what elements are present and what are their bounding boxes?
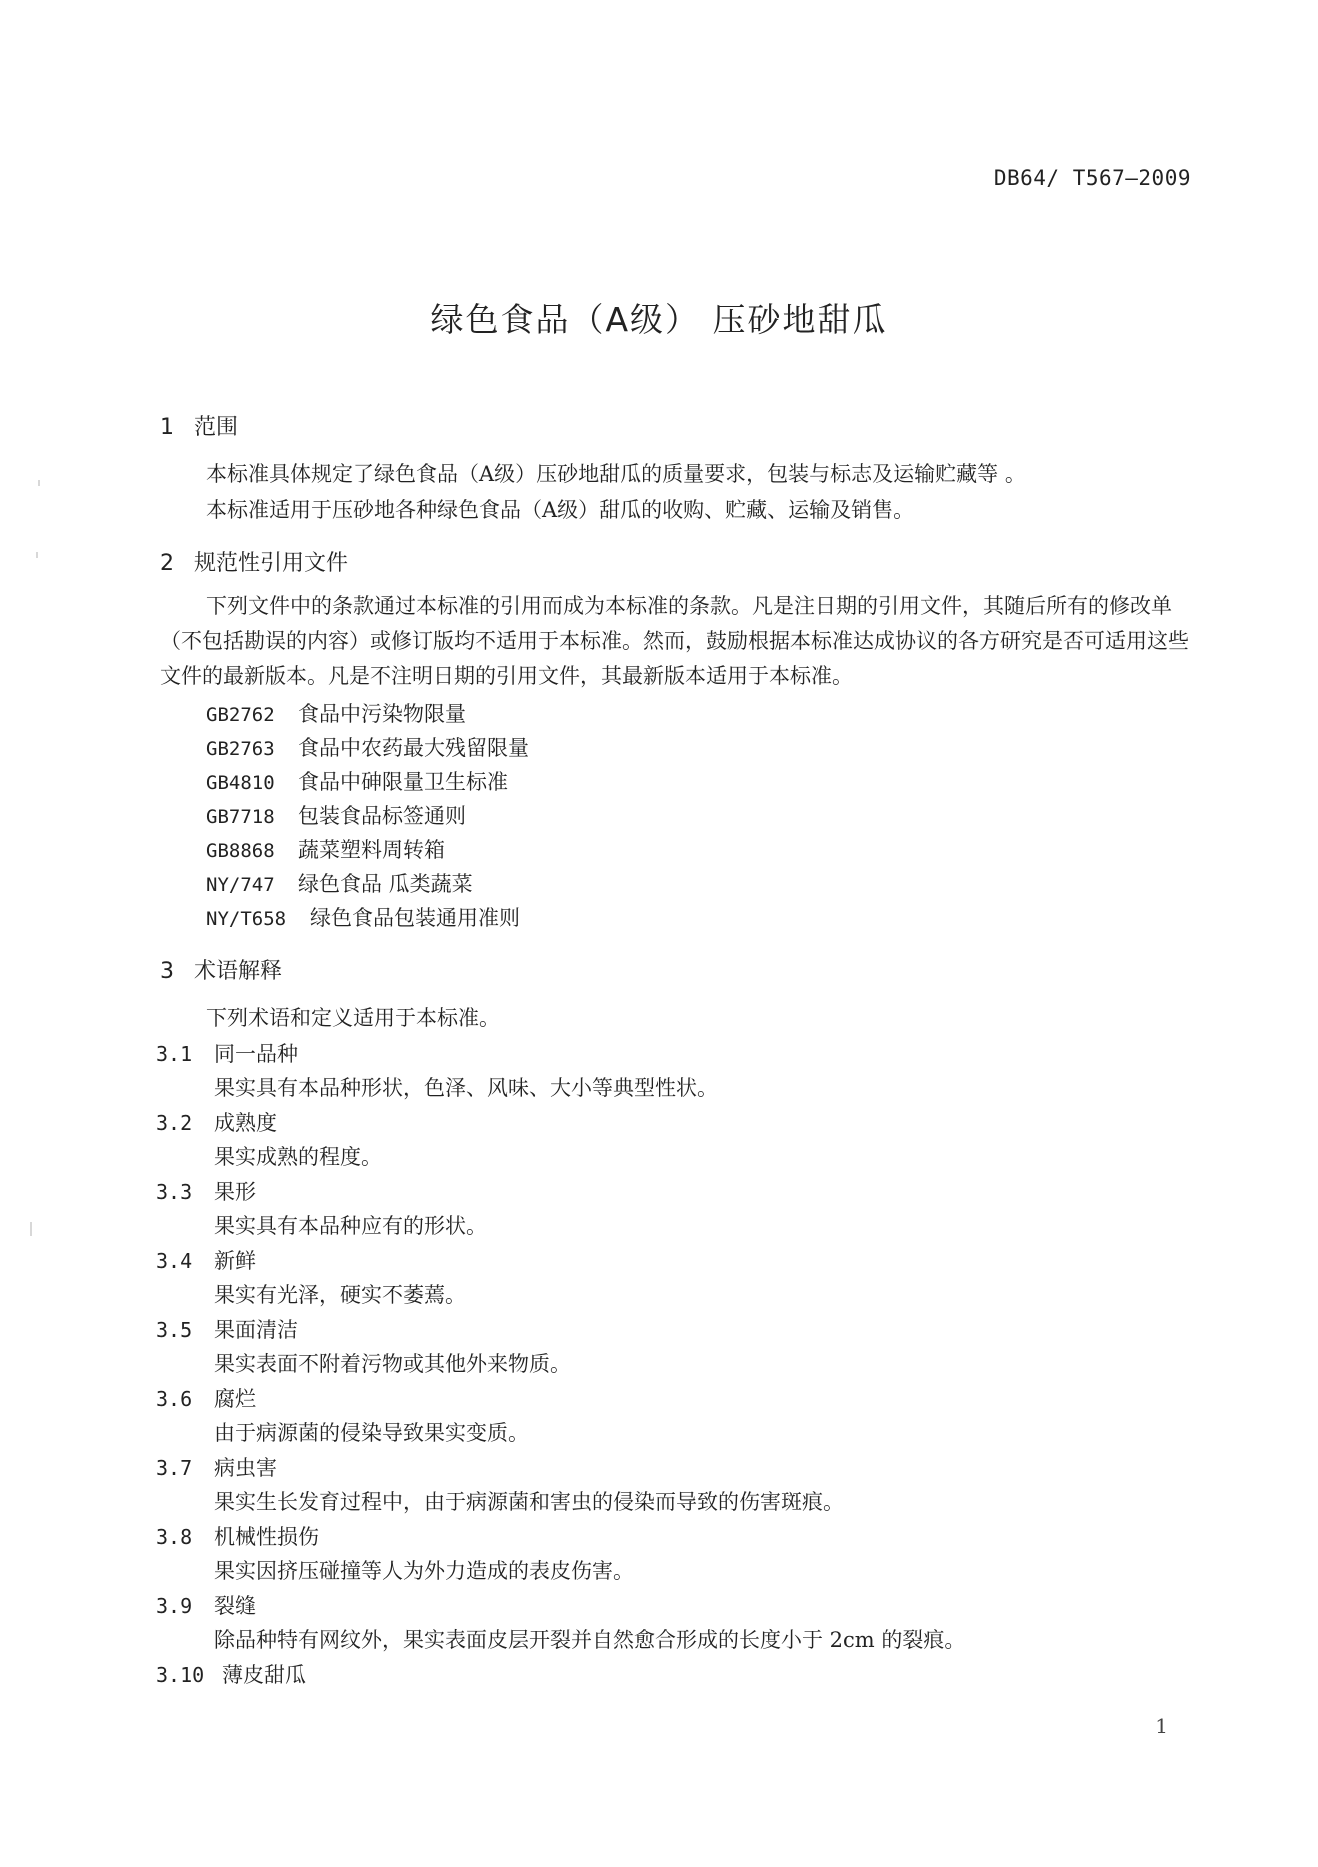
term-number: 3.6 xyxy=(156,1387,193,1411)
reference-item xyxy=(206,902,520,932)
term-heading xyxy=(156,1176,256,1206)
reference-title: 食品中农药最大残留限量 xyxy=(298,736,529,760)
term-name: 病虫害 xyxy=(214,1456,277,1480)
term-number: 3.8 xyxy=(156,1525,193,1549)
term-number: 3.4 xyxy=(156,1249,193,1273)
term-name: 腐烂 xyxy=(214,1387,256,1411)
term-definition: 果实表面不附着污物或其他外来物质。 xyxy=(214,1352,571,1376)
term-number: 3.7 xyxy=(156,1456,193,1480)
section-number: 2 xyxy=(160,551,174,576)
reference-item xyxy=(206,834,445,864)
reference-code: NY/747 xyxy=(206,874,275,896)
term-name: 薄皮甜瓜 xyxy=(222,1663,306,1687)
term-name: 果面清洁 xyxy=(214,1318,298,1342)
reference-code: NY/T658 xyxy=(206,908,287,930)
section-number: 1 xyxy=(160,415,174,440)
reference-title: 包装食品标签通则 xyxy=(298,804,466,828)
term-definition: 果实成熟的程度。 xyxy=(214,1145,382,1169)
section-2-heading xyxy=(160,546,348,577)
term-number: 3.2 xyxy=(156,1111,193,1135)
term-heading xyxy=(156,1245,256,1275)
references-intro-paragraph: 下列文件中的条款通过本标准的引用而成为本标准的条款。凡是注日期的引用文件，其随后所有的修改单（不包括勘误的内容）或修订版均不适用于本标准。然而，鼓励根据本标准达成协议的各方研究是否可适用这些文件的最新版本。凡是不注明日期的引用文件，其最新版本适用于本标准。 xyxy=(160,594,1189,688)
term-heading xyxy=(156,1590,256,1620)
reference-code: GB4810 xyxy=(206,772,275,794)
reference-title: 食品中污染物限量 xyxy=(298,702,466,726)
section-title: 范围 xyxy=(194,415,239,440)
term-number: 3.9 xyxy=(156,1594,193,1618)
reference-item xyxy=(206,766,508,796)
term-heading xyxy=(156,1659,306,1689)
scan-mark xyxy=(38,480,40,486)
term-definition: 果实具有本品种形状，色泽、风味、大小等典型性状。 xyxy=(214,1076,718,1100)
term-heading xyxy=(156,1383,256,1413)
section-1-heading xyxy=(160,410,238,441)
term-name: 同一品种 xyxy=(214,1042,298,1066)
term-heading xyxy=(156,1038,298,1068)
scope-paragraph-1: 本标准具体规定了绿色食品（A级）压砂地甜瓜的质量要求，包装与标志及运输贮藏等 。 xyxy=(206,462,1026,486)
term-definition: 果实具有本品种应有的形状。 xyxy=(214,1214,487,1238)
term-definition: 果实有光泽，硬实不萎蔫。 xyxy=(214,1283,466,1307)
document-title: 绿色食品（A级） 压砂地甜瓜 xyxy=(430,300,888,339)
reference-title: 食品中砷限量卫生标准 xyxy=(298,770,508,794)
section-3-heading xyxy=(160,954,282,985)
term-definition: 除品种特有网纹外，果实表面皮层开裂并自然愈合形成的长度小于 2cm 的裂痕。 xyxy=(214,1628,966,1652)
reference-code: GB8868 xyxy=(206,840,275,862)
section-number: 3 xyxy=(160,959,174,984)
scan-mark xyxy=(30,1222,32,1236)
reference-item xyxy=(206,868,473,898)
term-definition: 果实生长发育过程中，由于病源菌和害虫的侵染而导致的伤害斑痕。 xyxy=(214,1490,844,1514)
standard-code: DB64/ T567—2009 xyxy=(993,166,1191,190)
term-name: 机械性损伤 xyxy=(214,1525,319,1549)
terms-intro: 下列术语和定义适用于本标准。 xyxy=(206,1006,500,1030)
section-title: 术语解释 xyxy=(194,959,283,984)
section-title: 规范性引用文件 xyxy=(194,551,349,576)
reference-title: 绿色食品 瓜类蔬菜 xyxy=(298,872,473,896)
reference-item xyxy=(206,800,466,830)
reference-code: GB2762 xyxy=(206,704,275,726)
term-definition: 由于病源菌的侵染导致果实变质。 xyxy=(214,1421,529,1445)
scan-mark xyxy=(36,552,38,558)
reference-item xyxy=(206,732,529,762)
reference-code: GB7718 xyxy=(206,806,275,828)
term-number: 3.5 xyxy=(156,1318,193,1342)
scope-paragraph-2: 本标准适用于压砂地各种绿色食品（A级）甜瓜的收购、贮藏、运输及销售。 xyxy=(206,498,915,522)
reference-item xyxy=(206,698,466,728)
reference-title: 绿色食品包装通用准则 xyxy=(310,906,520,930)
term-heading xyxy=(156,1107,277,1137)
reference-title: 蔬菜塑料周转箱 xyxy=(298,838,445,862)
term-number: 3.3 xyxy=(156,1180,193,1204)
term-name: 裂缝 xyxy=(214,1594,256,1618)
page-number: 1 xyxy=(1155,1714,1168,1738)
term-heading xyxy=(156,1521,319,1551)
term-name: 成熟度 xyxy=(214,1111,277,1135)
term-heading xyxy=(156,1452,277,1482)
term-definition: 果实因挤压碰撞等人为外力造成的表皮伤害。 xyxy=(214,1559,634,1583)
term-number: 3.1 xyxy=(156,1042,193,1066)
term-heading xyxy=(156,1314,298,1344)
reference-code: GB2763 xyxy=(206,738,275,760)
term-number: 3.10 xyxy=(156,1663,205,1687)
term-name: 果形 xyxy=(214,1180,256,1204)
term-name: 新鲜 xyxy=(214,1249,256,1273)
